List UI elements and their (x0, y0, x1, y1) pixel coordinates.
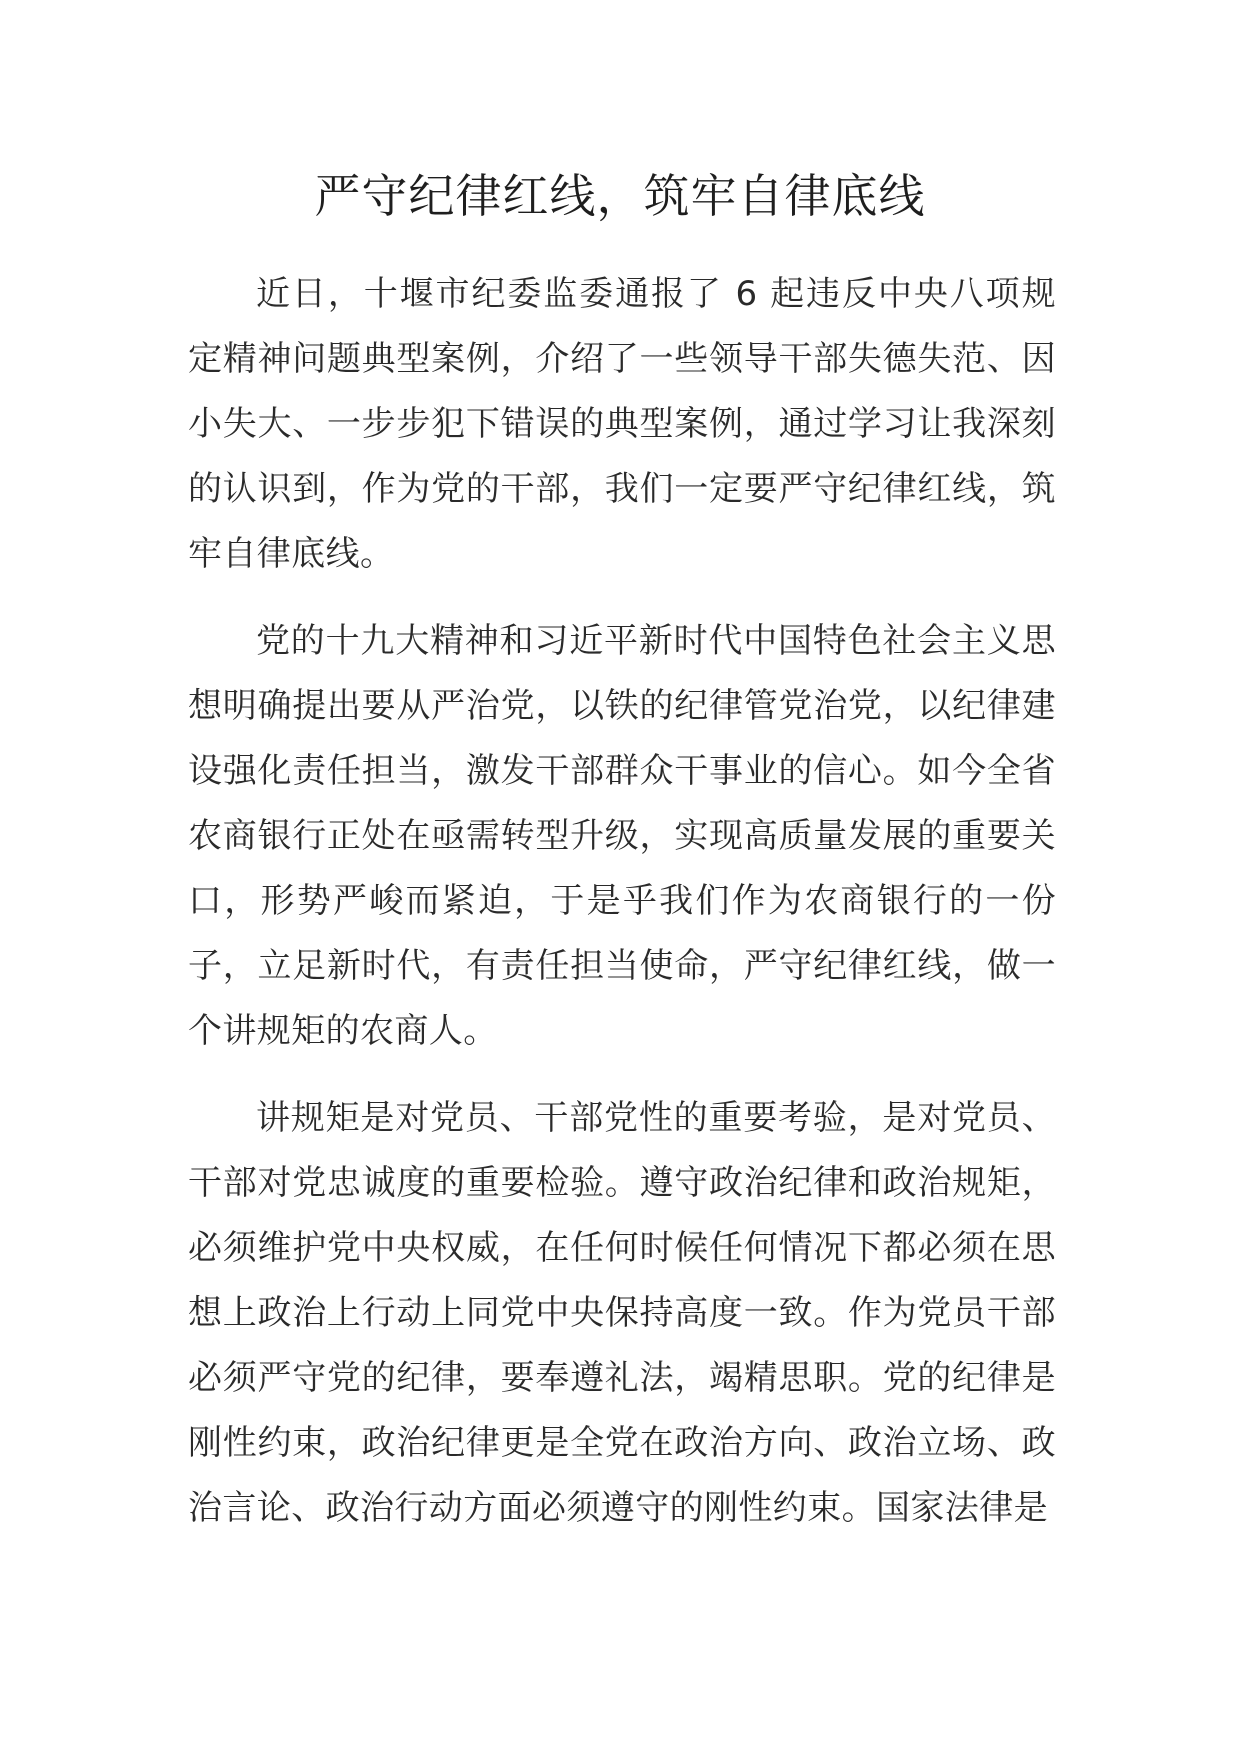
document-title: 严守纪律红线，筑牢自律底线 (314, 169, 926, 223)
paragraph-1: 近日，十堰市纪委监委通报了 6 起违反中央八项规定精神问题典型案例，介绍了一些领导干部失德失范、因小失大、一步步犯下错误的典型案例，通过学习让我深刻的认识到，作为党的干部，我们一定要严守纪律红线，筑牢自律底线。 (188, 274, 1056, 574)
paragraph-3: 讲规矩是对党员、干部党性的重要考验，是对党员、干部对党忠诚度的重要检验。遵守政治纪律和政治规矩，必须维护党中央权威，在任何时候任何情况下都必须在思想上政治上行动上同党中央保持高度一致。作为党员干部必须严守党的纪律，要奉遵礼法，竭精思职。党的纪律是刚性约束，政治纪律更是全党在政治方向、政治立场、政治言论、政治行动方面必须遵守的刚性约束。国家法律是 (188, 1098, 1056, 1528)
paragraph-2: 党的十九大精神和习近平新时代中国特色社会主义思想明确提出要从严治党，以铁的纪律管党治党，以纪律建设强化责任担当，激发干部群众干事业的信心。如今全省农商银行正处在亟需转型升级，实现高质量发展的重要关口，形势严峻而紧迫，于是乎我们作为农商银行的一份子，立足新时代，有责任担当使命，严守纪律红线，做一个讲规矩的农商人。 (188, 621, 1056, 1051)
document-body (188, 262, 1056, 1563)
